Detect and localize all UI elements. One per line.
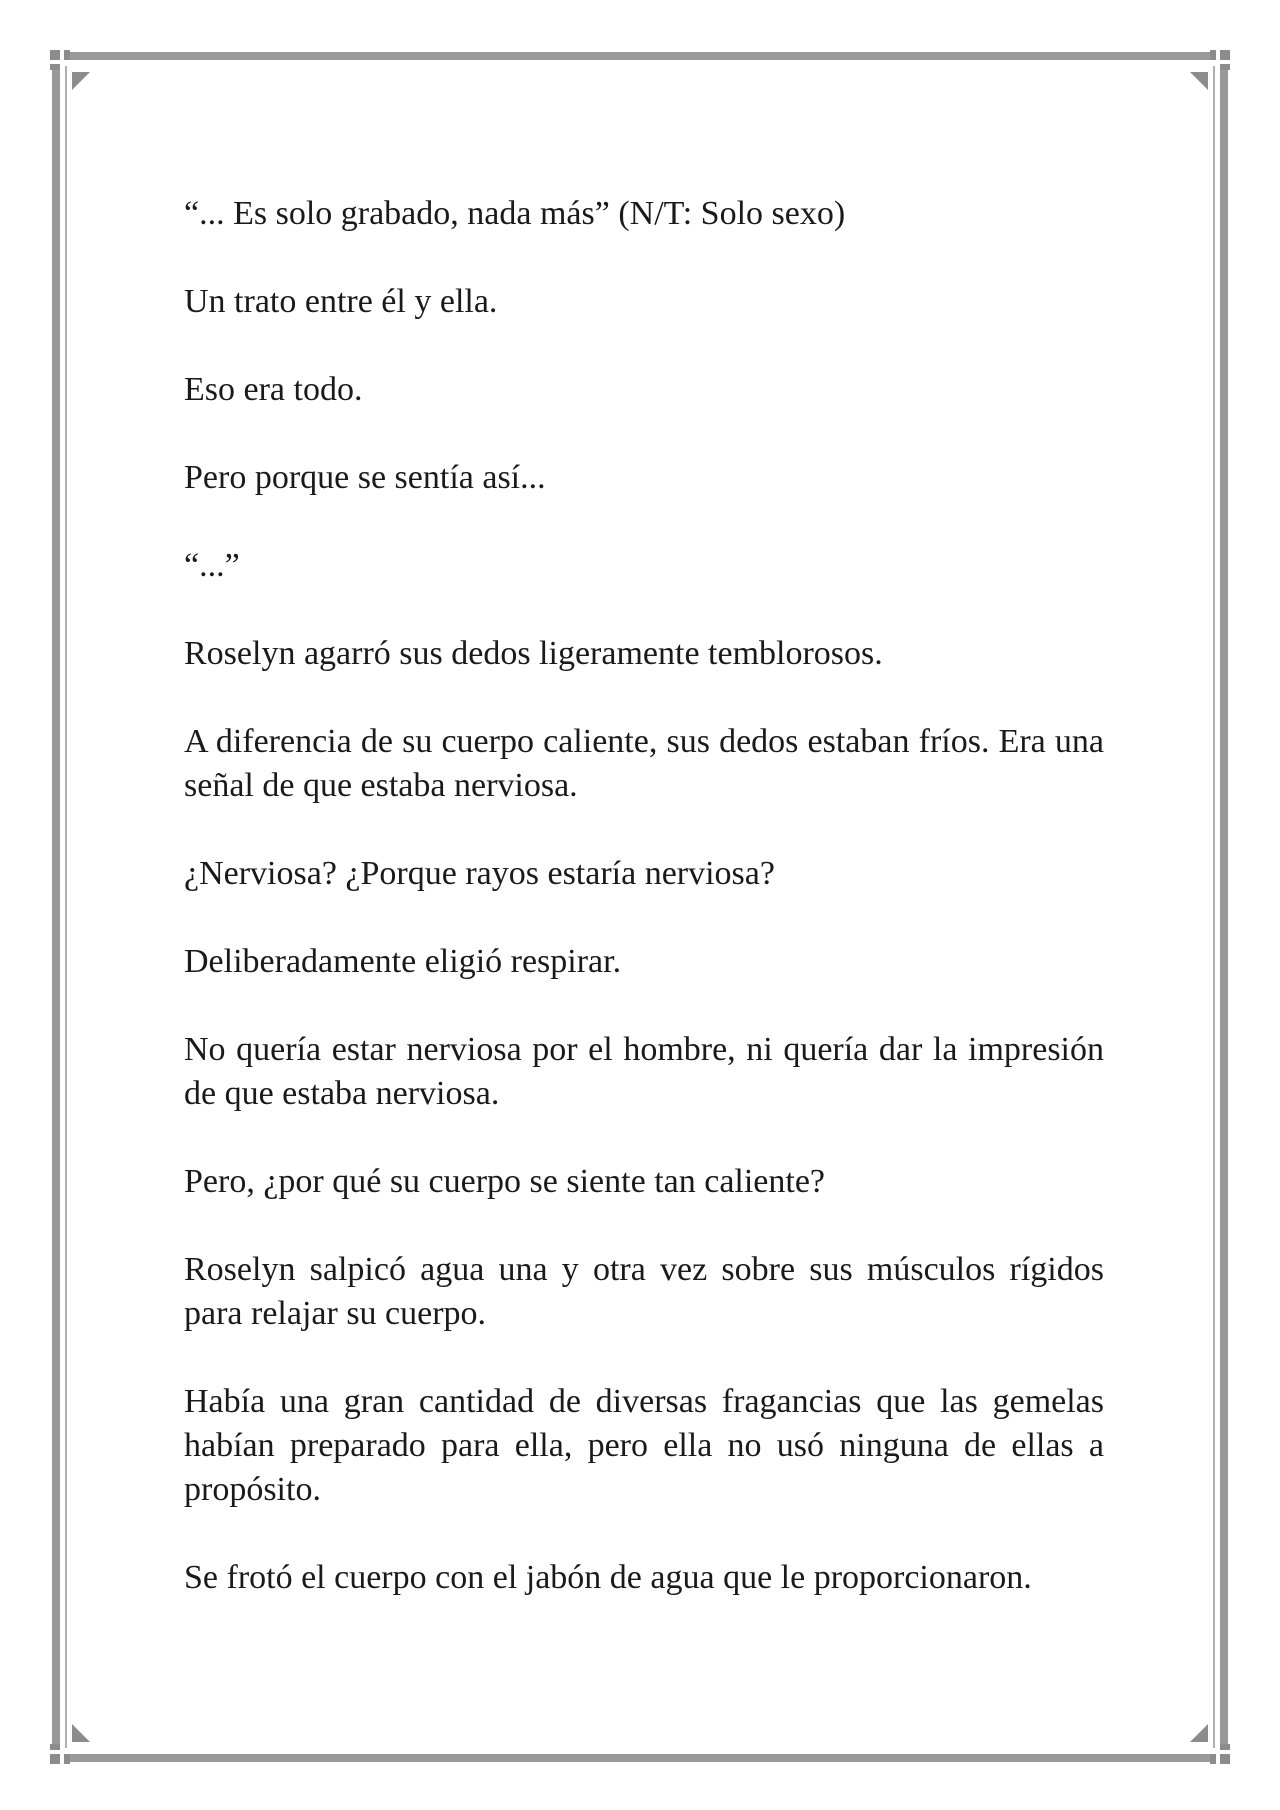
paragraph: ¿Nerviosa? ¿Porque rayos estaría nerviosa? bbox=[184, 855, 775, 892]
paragraph: Deliberadamente eligió respirar. bbox=[184, 943, 622, 980]
border-right-inner-line bbox=[1213, 66, 1215, 1748]
paragraph: Pero, ¿por qué su cuerpo se siente tan caliente? bbox=[184, 1163, 826, 1200]
border-top-line bbox=[66, 52, 1214, 60]
border-left-line bbox=[52, 66, 60, 1748]
border-right-line bbox=[1220, 66, 1228, 1748]
paragraph: Eso era todo. bbox=[184, 371, 363, 408]
paragraph: Roselyn salpicó agua una y otra vez sobre sus músculos rígidos para relajar su cuerpo. bbox=[184, 1251, 1104, 1332]
paragraph: Roselyn agarró sus dedos ligeramente temblorosos. bbox=[184, 635, 883, 672]
paragraph: “...” bbox=[184, 547, 240, 584]
border-bottom-line bbox=[66, 1754, 1214, 1762]
paragraph: No quería estar nerviosa por el hombre, ni quería dar la impresión de que estaba nerviosa. bbox=[184, 1031, 1104, 1112]
paragraph: A diferencia de su cuerpo caliente, sus dedos estaban fríos. Era una señal de que estaba nerviosa. bbox=[184, 723, 1104, 804]
paragraph: Había una gran cantidad de diversas fragancias que las gemelas habían preparado para ella, pero ella no usó ninguna de ellas a propósito. bbox=[184, 1383, 1104, 1508]
border-left-inner-line bbox=[65, 66, 67, 1748]
paragraph: “... Es solo grabado, nada más” (N/T: Solo sexo) bbox=[184, 195, 846, 232]
paragraph: Se frotó el cuerpo con el jabón de agua que le proporcionaron. bbox=[184, 1559, 1032, 1596]
document-body bbox=[184, 192, 1104, 1600]
paragraph: Un trato entre él y ella. bbox=[184, 283, 498, 320]
paragraph: Pero porque se sentía así... bbox=[184, 459, 546, 496]
